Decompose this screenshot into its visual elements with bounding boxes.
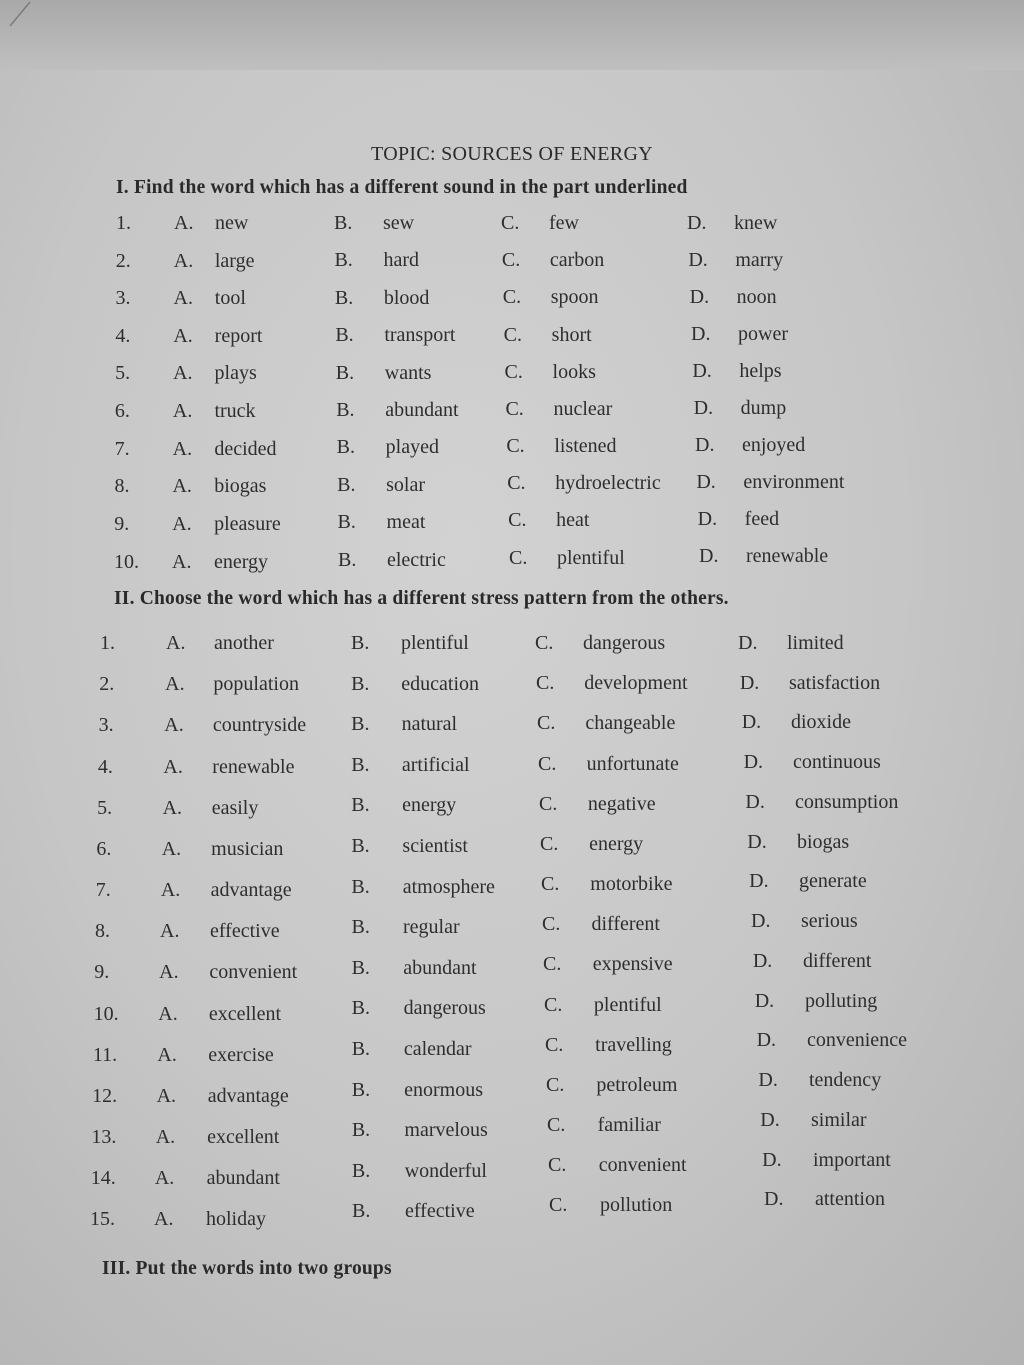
question-row	[0, 1188, 1024, 1231]
option-letter-d: D.	[764, 1188, 784, 1211]
question-number: 11.	[92, 1043, 118, 1066]
option-b-word: enormous	[404, 1078, 484, 1101]
option-letter-d: D.	[747, 830, 767, 853]
question-row	[0, 949, 1024, 987]
option-letter-b: B.	[352, 1200, 371, 1223]
question-row	[0, 324, 1024, 354]
question-row	[0, 287, 1024, 317]
option-letter-b: B.	[351, 753, 370, 776]
option-c-word: motorbike	[590, 873, 673, 896]
option-letter-c: C.	[537, 712, 556, 735]
option-letter-a: A.	[166, 632, 186, 654]
option-letter-d: D.	[752, 949, 773, 972]
question-row	[0, 632, 1024, 662]
question-row	[0, 870, 1024, 906]
option-c-word: development	[584, 672, 688, 695]
option-letter-b: B.	[351, 713, 370, 736]
option-b-word: dangerous	[403, 997, 486, 1020]
option-d-word: generate	[799, 870, 867, 893]
question-row	[0, 1108, 1024, 1149]
option-b-word: effective	[405, 1200, 475, 1223]
option-c-word: dangerous	[583, 632, 666, 654]
option-letter-b: B.	[351, 1078, 371, 1101]
option-letter-c: C.	[503, 323, 522, 346]
option-letter-c: C.	[540, 832, 559, 855]
question-number: 4.	[115, 324, 131, 347]
option-letter-c: C.	[504, 360, 523, 383]
question-number: 6.	[96, 837, 112, 860]
option-letter-a: A.	[157, 1043, 177, 1066]
option-letter-c: C.	[543, 953, 562, 976]
question-number: 4.	[97, 755, 113, 778]
option-b-word: wants	[384, 361, 432, 384]
option-letter-a: A.	[162, 796, 183, 819]
option-a-word: decided	[214, 437, 277, 460]
option-b-word: marvelous	[404, 1119, 488, 1142]
paper-top-edge	[0, 0, 1024, 70]
option-d-word: different	[803, 949, 872, 972]
option-d-word: serious	[801, 910, 858, 933]
option-letter-c: C.	[508, 509, 527, 532]
option-b-word: meat	[386, 511, 426, 534]
option-a-word: population	[213, 673, 299, 696]
option-letter-c: C.	[535, 632, 554, 654]
option-c-word: plentiful	[557, 546, 625, 569]
option-a-word: easily	[211, 796, 259, 819]
option-a-word: advantage	[210, 879, 292, 902]
question-row	[0, 910, 1024, 946]
option-b-word: natural	[401, 713, 458, 736]
option-letter-c: C.	[539, 792, 558, 815]
option-c-word: convenient	[598, 1154, 687, 1177]
option-letter-b: B.	[351, 875, 370, 898]
option-letter-b: B.	[351, 1159, 371, 1182]
option-a-word: abundant	[206, 1167, 280, 1190]
option-letter-c: C.	[549, 1194, 568, 1217]
option-d-word: polluting	[805, 989, 878, 1012]
option-letter-a: A.	[154, 1167, 175, 1190]
option-b-word: abundant	[403, 956, 477, 979]
option-letter-d: D.	[689, 285, 710, 308]
option-b-word: artificial	[401, 753, 470, 776]
option-d-word: continuous	[793, 751, 881, 774]
option-a-word: exercise	[208, 1043, 274, 1066]
option-letter-d: D.	[760, 1108, 780, 1131]
question-row	[0, 544, 1024, 579]
option-letter-a: A.	[158, 1002, 178, 1025]
option-b-word: transport	[384, 324, 456, 347]
option-letter-d: D.	[745, 790, 765, 813]
option-letter-a: A.	[172, 550, 192, 573]
option-letter-c: C.	[536, 672, 555, 695]
option-d-word: satisfaction	[789, 671, 881, 694]
option-letter-b: B.	[336, 436, 355, 459]
option-c-word: expensive	[592, 953, 673, 976]
option-letter-c: C.	[506, 435, 525, 458]
option-b-word: wonderful	[404, 1159, 487, 1182]
option-letter-d: D.	[696, 470, 716, 493]
option-letter-a: A.	[172, 400, 193, 423]
option-letter-c: C.	[502, 286, 522, 309]
option-letter-b: B.	[351, 956, 370, 979]
option-letter-c: C.	[501, 249, 521, 272]
question-row	[0, 212, 1024, 242]
option-letter-c: C.	[541, 873, 560, 896]
question-number: 10.	[114, 550, 139, 573]
option-b-word: played	[385, 436, 439, 459]
option-c-word: different	[591, 913, 660, 936]
option-letter-d: D.	[697, 507, 718, 530]
option-b-word: sew	[383, 212, 415, 234]
option-letter-c: C.	[505, 397, 524, 420]
option-b-word: hard	[383, 249, 419, 272]
option-letter-b: B.	[335, 324, 354, 347]
section-2-heading: II. Choose the word which has a different stress pattern from the others.	[114, 588, 729, 609]
option-d-word: renewable	[746, 544, 829, 567]
option-letter-b: B.	[351, 672, 370, 695]
question-row	[0, 713, 1024, 743]
option-letter-b: B.	[337, 473, 356, 496]
question-number: 1.	[116, 212, 131, 234]
question-row	[0, 1148, 1024, 1190]
option-letter-a: A.	[173, 362, 193, 385]
page-title: TOPIC: SOURCES OF ENERGY	[371, 143, 653, 165]
option-a-word: biogas	[214, 475, 267, 498]
option-letter-b: B.	[351, 1119, 371, 1142]
option-letter-d: D.	[738, 632, 758, 654]
option-letter-c: C.	[544, 993, 563, 1016]
option-d-word: dioxide	[791, 711, 851, 734]
question-row	[0, 433, 1024, 466]
option-d-word: similar	[811, 1108, 867, 1131]
option-letter-d: D.	[695, 433, 715, 456]
option-c-word: energy	[589, 832, 644, 855]
option-c-word: spoon	[550, 286, 599, 309]
question-row	[0, 396, 1024, 429]
option-c-word: plentiful	[593, 993, 662, 1016]
option-b-word: calendar	[403, 1038, 472, 1060]
question-number: 14.	[90, 1167, 116, 1190]
option-letter-b: B.	[334, 249, 353, 272]
option-c-word: listened	[554, 435, 617, 458]
option-a-word: convenient	[209, 961, 298, 984]
question-number: 8.	[114, 475, 130, 498]
option-a-word: another	[214, 632, 274, 654]
option-c-word: few	[549, 212, 579, 234]
option-a-word: new	[215, 212, 249, 234]
option-letter-d: D.	[756, 1029, 777, 1052]
option-letter-a: A.	[154, 1208, 174, 1231]
option-letter-a: A.	[161, 837, 182, 860]
option-letter-d: D.	[687, 212, 707, 234]
question-number: 9.	[114, 512, 130, 535]
option-a-word: plays	[214, 362, 257, 385]
option-c-word: hydroelectric	[555, 472, 661, 495]
option-c-word: familiar	[597, 1114, 661, 1137]
option-a-word: pleasure	[214, 512, 281, 535]
option-letter-a: A.	[159, 961, 179, 984]
question-number: 3.	[98, 714, 114, 737]
question-number: 7.	[95, 879, 111, 902]
question-row	[0, 1069, 1024, 1109]
option-c-word: heat	[556, 509, 590, 532]
option-d-word: enjoyed	[742, 433, 806, 456]
option-d-word: dump	[740, 396, 787, 419]
option-d-word: convenience	[807, 1029, 907, 1052]
option-c-word: travelling	[595, 1033, 672, 1056]
option-letter-d: D.	[751, 910, 771, 933]
option-d-word: environment	[743, 470, 845, 493]
option-letter-d: D.	[688, 248, 708, 271]
question-row	[0, 1029, 1024, 1068]
option-letter-c: C.	[509, 546, 528, 569]
option-d-word: tendency	[809, 1069, 882, 1092]
option-letter-c: C.	[548, 1154, 567, 1177]
option-b-word: regular	[403, 916, 460, 939]
option-a-word: excellent	[208, 1002, 282, 1025]
option-a-word: large	[214, 249, 255, 272]
option-letter-c: C.	[547, 1114, 566, 1137]
option-letter-a: A.	[172, 475, 192, 498]
option-d-word: attention	[815, 1188, 885, 1211]
question-row	[0, 751, 1024, 784]
option-a-word: holiday	[206, 1208, 266, 1231]
option-d-word: marry	[735, 248, 784, 271]
option-c-word: short	[551, 323, 592, 346]
option-a-word: tool	[214, 287, 246, 310]
section-1-heading: I. Find the word which has a different sound in the part underlined	[116, 177, 688, 198]
question-number: 12.	[92, 1084, 118, 1107]
option-b-word: education	[401, 672, 480, 695]
option-letter-d: D.	[692, 359, 712, 382]
question-number: 13.	[91, 1126, 117, 1149]
option-d-word: important	[813, 1148, 891, 1171]
question-number: 7.	[114, 437, 130, 460]
option-a-word: effective	[210, 920, 280, 943]
option-b-word: abundant	[385, 399, 459, 421]
option-letter-b: B.	[338, 548, 357, 571]
option-b-word: electric	[387, 548, 446, 571]
option-d-word: limited	[787, 632, 844, 654]
question-number: 9.	[94, 961, 110, 984]
option-letter-b: B.	[337, 511, 356, 534]
option-letter-a: A.	[174, 212, 194, 234]
question-number: 3.	[115, 287, 131, 310]
option-letter-d: D.	[758, 1069, 778, 1092]
option-a-word: advantage	[207, 1084, 289, 1107]
option-letter-a: A.	[173, 249, 194, 272]
option-letter-b: B.	[334, 212, 353, 234]
option-d-word: knew	[734, 212, 778, 234]
option-letter-a: A.	[165, 673, 185, 696]
option-letter-c: C.	[542, 913, 561, 936]
option-letter-c: C.	[501, 212, 520, 234]
option-letter-a: A.	[155, 1126, 176, 1149]
option-letter-a: A.	[163, 755, 183, 778]
option-letter-b: B.	[336, 399, 355, 421]
option-a-word: renewable	[212, 755, 295, 778]
option-letter-d: D.	[691, 322, 711, 345]
option-letter-a: A.	[164, 714, 184, 737]
option-b-word: solar	[386, 473, 425, 496]
option-b-word: plentiful	[401, 632, 469, 654]
question-row	[0, 470, 1024, 504]
question-row	[0, 673, 1024, 703]
option-letter-d: D.	[749, 870, 769, 893]
option-a-word: report	[214, 324, 263, 347]
option-letter-c: C.	[546, 1073, 565, 1096]
option-d-word: consumption	[795, 790, 899, 813]
option-letter-c: C.	[545, 1033, 564, 1056]
option-letter-d: D.	[743, 751, 764, 774]
option-letter-a: A.	[172, 512, 192, 535]
option-c-word: nuclear	[553, 397, 613, 420]
option-letter-a: A.	[156, 1084, 177, 1107]
option-d-word: noon	[736, 285, 777, 308]
option-letter-a: A.	[172, 437, 193, 460]
option-letter-b: B.	[334, 286, 354, 309]
option-letter-a: A.	[173, 287, 193, 310]
question-row	[0, 507, 1024, 541]
section-3-heading: III. Put the words into two groups	[102, 1258, 392, 1279]
question-number: 6.	[114, 400, 130, 423]
option-letter-a: A.	[173, 324, 193, 347]
option-b-word: energy	[402, 794, 457, 817]
option-b-word: blood	[383, 286, 430, 309]
question-number: 5.	[115, 362, 131, 385]
option-letter-b: B.	[351, 997, 370, 1020]
question-number: 2.	[99, 673, 115, 696]
option-letter-b: B.	[351, 1038, 371, 1060]
question-number: 8.	[95, 920, 110, 943]
option-c-word: negative	[587, 792, 656, 815]
question-number: 5.	[97, 796, 113, 819]
option-letter-d: D.	[739, 671, 760, 694]
option-b-word: atmosphere	[402, 875, 495, 898]
option-c-word: unfortunate	[586, 752, 679, 775]
question-row	[0, 359, 1024, 392]
option-d-word: helps	[739, 359, 782, 382]
option-letter-c: C.	[507, 472, 526, 495]
question-row	[0, 989, 1024, 1027]
option-a-word: excellent	[207, 1126, 280, 1149]
option-letter-d: D.	[754, 989, 775, 1012]
option-a-word: energy	[214, 550, 269, 573]
option-a-word: truck	[214, 400, 256, 423]
option-letter-d: D.	[693, 396, 714, 419]
option-c-word: petroleum	[596, 1073, 678, 1096]
option-letter-a: A.	[160, 920, 180, 943]
question-row	[0, 249, 1024, 279]
option-letter-b: B.	[351, 632, 370, 654]
question-number: 1.	[100, 632, 115, 654]
option-a-word: countryside	[212, 714, 307, 737]
option-d-word: feed	[744, 507, 780, 530]
question-number: 15.	[90, 1208, 115, 1231]
question-number: 10.	[93, 1002, 119, 1025]
option-d-word: biogas	[797, 830, 850, 853]
option-a-word: musician	[211, 837, 284, 860]
option-letter-b: B.	[351, 916, 370, 939]
option-d-word: power	[738, 322, 788, 345]
option-letter-b: B.	[351, 835, 370, 857]
option-b-word: scientist	[402, 835, 468, 857]
question-number: 2.	[115, 249, 131, 272]
option-letter-a: A.	[160, 879, 181, 902]
pen-mark	[8, 0, 38, 30]
question-row	[0, 830, 1024, 865]
option-letter-d: D.	[762, 1148, 782, 1171]
question-row	[0, 790, 1024, 824]
option-c-word: carbon	[549, 249, 605, 272]
option-letter-d: D.	[699, 544, 719, 567]
option-letter-c: C.	[538, 752, 557, 775]
option-c-word: looks	[552, 360, 596, 383]
option-c-word: pollution	[600, 1194, 673, 1217]
option-letter-b: B.	[335, 361, 355, 384]
option-letter-d: D.	[741, 711, 762, 734]
option-c-word: changeable	[585, 712, 676, 735]
option-letter-b: B.	[351, 794, 370, 817]
